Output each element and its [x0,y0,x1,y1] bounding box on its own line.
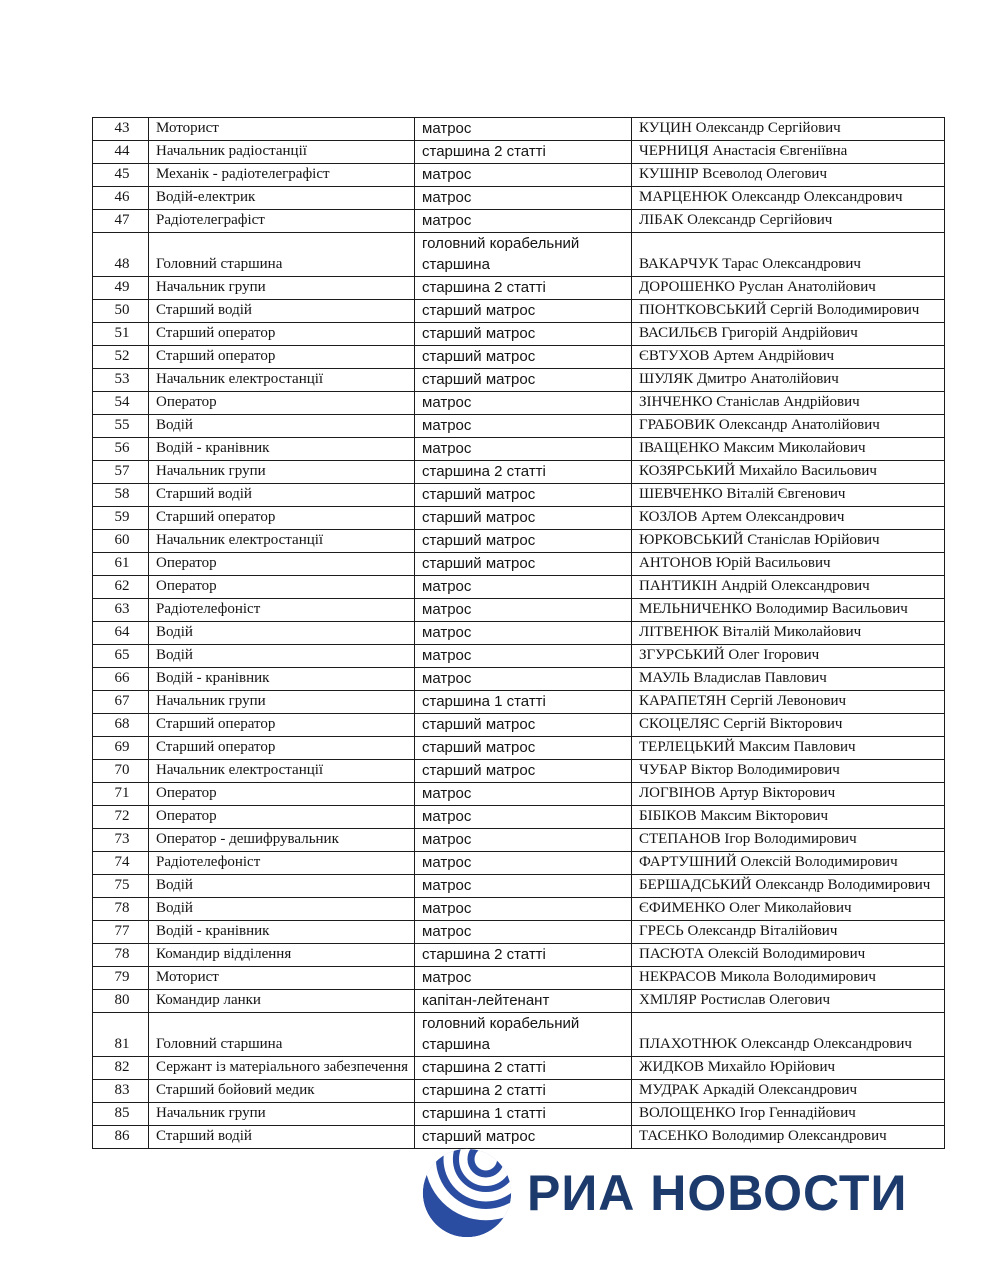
cell-name: ВАСИЛЬЄВ Григорій Андрійович [632,323,945,346]
cell-rank: старший матрос [415,346,632,369]
cell-position: Водій - кранівник [149,668,415,691]
cell-position: Старший водій [149,300,415,323]
cell-name: ЧУБАР Віктор Володимирович [632,760,945,783]
cell-name: КУЦИН Олександр Сергійович [632,118,945,141]
cell-rank: старший матрос [415,323,632,346]
cell-rank: матрос [415,829,632,852]
ria-novosti-logo [420,1146,907,1240]
cell-rank: матрос [415,599,632,622]
cell-number: 52 [93,346,149,369]
cell-number: 78 [93,944,149,967]
cell-name: ХМІЛЯР Ростислав Олегович [632,990,945,1013]
cell-rank: матрос [415,967,632,990]
table-row [93,898,945,921]
table-row [93,760,945,783]
cell-number: 57 [93,461,149,484]
table-row [93,806,945,829]
cell-name: ЖИДКОВ Михайло Юрійович [632,1057,945,1080]
table-row [93,852,945,875]
cell-name: ЛІБАК Олександр Сергійович [632,210,945,233]
cell-number: 82 [93,1057,149,1080]
table-row [93,737,945,760]
cell-rank: старшина 2 статті [415,1057,632,1080]
cell-number: 75 [93,875,149,898]
cell-position: Водій [149,898,415,921]
cell-number: 74 [93,852,149,875]
cell-rank: матрос [415,187,632,210]
cell-position: Старший водій [149,484,415,507]
cell-name: ЗІНЧЕНКО Станіслав Андрійович [632,392,945,415]
cell-name: ЄВТУХОВ Артем Андрійович [632,346,945,369]
cell-name: ЗГУРСЬКИЙ Олег Ігорович [632,645,945,668]
cell-number: 56 [93,438,149,461]
table-row [93,438,945,461]
table-row [93,187,945,210]
cell-position: Сержант із матеріального забезпечення [149,1057,415,1080]
cell-rank: капітан-лейтенант [415,990,632,1013]
cell-name: ШУЛЯК Дмитро Анатолійович [632,369,945,392]
cell-rank: старшина 1 статті [415,691,632,714]
cell-number: 86 [93,1126,149,1149]
cell-position: Старший оператор [149,737,415,760]
cell-position: Радіотелефоніст [149,599,415,622]
cell-name: ІВАЩЕНКО Максим Миколайович [632,438,945,461]
cell-name: ПЛАХОТНЮК Олександр Олександрович [632,1013,945,1057]
cell-number: 80 [93,990,149,1013]
cell-number: 77 [93,921,149,944]
cell-number: 59 [93,507,149,530]
personnel-table-body [93,118,945,1149]
cell-number: 58 [93,484,149,507]
cell-number: 67 [93,691,149,714]
table-row [93,553,945,576]
cell-name: КУШНІР Всеволод Олегович [632,164,945,187]
table-row [93,369,945,392]
cell-rank: старшина 2 статті [415,1080,632,1103]
table-row [93,392,945,415]
cell-position: Водій-електрик [149,187,415,210]
cell-position: Водій [149,622,415,645]
cell-rank: старший матрос [415,507,632,530]
cell-number: 71 [93,783,149,806]
cell-position: Водій - кранівник [149,921,415,944]
cell-number: 60 [93,530,149,553]
cell-name: КОЗЛОВ Артем Олександрович [632,507,945,530]
cell-rank: матрос [415,438,632,461]
table-row [93,645,945,668]
cell-position: Старший бойовий медик [149,1080,415,1103]
table-row [93,1103,945,1126]
cell-rank: старший матрос [415,369,632,392]
cell-name: ЮРКОВСЬКИЙ Станіслав Юрійович [632,530,945,553]
cell-position: Головний старшина [149,233,415,277]
table-row [93,990,945,1013]
cell-number: 66 [93,668,149,691]
table-row [93,1057,945,1080]
cell-name: ШЕВЧЕНКО Віталій Євгенович [632,484,945,507]
cell-name: СТЕПАНОВ Ігор Володимирович [632,829,945,852]
cell-name: КОЗЯРСЬКИЙ Михайло Васильович [632,461,945,484]
cell-name: ПАСЮТА Олексій Володимирович [632,944,945,967]
cell-position: Оператор - дешифрувальник [149,829,415,852]
cell-name: ВОЛОЩЕНКО Ігор Геннадійович [632,1103,945,1126]
cell-position: Радіотелеграфіст [149,210,415,233]
cell-number: 70 [93,760,149,783]
cell-position: Командир відділення [149,944,415,967]
cell-number: 49 [93,277,149,300]
cell-position: Моторист [149,118,415,141]
cell-number: 47 [93,210,149,233]
cell-position: Старший водій [149,1126,415,1149]
cell-name: МЕЛЬНИЧЕНКО Володимир Васильович [632,599,945,622]
cell-name: ЧЕРНИЦЯ Анастасія Євгеніївна [632,141,945,164]
table-row [93,233,945,277]
table-row [93,1013,945,1057]
cell-position: Водій [149,415,415,438]
cell-number: 64 [93,622,149,645]
cell-number: 73 [93,829,149,852]
cell-rank: головний корабельний старшина [415,1013,632,1057]
cell-number: 79 [93,967,149,990]
cell-name: БІБІКОВ Максим Вікторович [632,806,945,829]
cell-position: Начальник групи [149,461,415,484]
table-row [93,415,945,438]
cell-number: 45 [93,164,149,187]
cell-number: 72 [93,806,149,829]
table-row [93,461,945,484]
cell-rank: матрос [415,852,632,875]
cell-position: Начальник групи [149,691,415,714]
cell-name: БЕРШАДСЬКИЙ Олександр Володимирович [632,875,945,898]
table-row [93,829,945,852]
cell-number: 46 [93,187,149,210]
cell-rank: старший матрос [415,553,632,576]
table-row [93,668,945,691]
cell-position: Начальник групи [149,1103,415,1126]
table-row [93,921,945,944]
cell-number: 85 [93,1103,149,1126]
table-row [93,346,945,369]
cell-number: 69 [93,737,149,760]
cell-rank: матрос [415,210,632,233]
cell-number: 44 [93,141,149,164]
table-row [93,714,945,737]
personnel-table [92,117,945,1149]
cell-rank: матрос [415,392,632,415]
cell-rank: матрос [415,118,632,141]
cell-number: 43 [93,118,149,141]
table-row [93,622,945,645]
ria-novosti-wordmark: РИА НОВОСТИ [527,1165,908,1221]
cell-number: 61 [93,553,149,576]
cell-name: ЛОГВІНОВ Артур Вікторович [632,783,945,806]
cell-number: 78 [93,898,149,921]
table-row [93,141,945,164]
cell-number: 55 [93,415,149,438]
cell-rank: матрос [415,622,632,645]
cell-position: Старший оператор [149,507,415,530]
table-row [93,277,945,300]
cell-name: КАРАПЕТЯН Сергій Левонович [632,691,945,714]
cell-rank: старший матрос [415,714,632,737]
cell-rank: старшина 2 статті [415,461,632,484]
cell-number: 68 [93,714,149,737]
cell-name: ТАСЕНКО Володимир Олександрович [632,1126,945,1149]
cell-rank: матрос [415,875,632,898]
table-row [93,691,945,714]
cell-name: ПІОНТКОВСЬКИЙ Сергій Володимирович [632,300,945,323]
cell-rank: матрос [415,645,632,668]
cell-position: Оператор [149,392,415,415]
cell-position: Начальник радіостанції [149,141,415,164]
table-row [93,599,945,622]
cell-rank: матрос [415,921,632,944]
cell-name: ПАНТИКІН Андрій Олександрович [632,576,945,599]
cell-rank: старший матрос [415,760,632,783]
cell-number: 65 [93,645,149,668]
cell-name: ТЕРЛЕЦЬКИЙ Максим Павлович [632,737,945,760]
cell-name: ФАРТУШНИЙ Олексій Володимирович [632,852,945,875]
cell-position: Старший оператор [149,346,415,369]
table-row [93,783,945,806]
cell-rank: матрос [415,576,632,599]
table-row [93,323,945,346]
table-row [93,484,945,507]
cell-position: Начальник електростанції [149,369,415,392]
table-row [93,300,945,323]
cell-name: МАУЛЬ Владислав Павлович [632,668,945,691]
cell-rank: матрос [415,806,632,829]
cell-rank: старший матрос [415,1126,632,1149]
cell-name: ГРЕСЬ Олександр Віталійович [632,921,945,944]
cell-name: ЄФИМЕНКО Олег Миколайович [632,898,945,921]
cell-position: Начальник електростанції [149,760,415,783]
table-row [93,507,945,530]
cell-rank: старшина 2 статті [415,944,632,967]
cell-name: АНТОНОВ Юрій Васильович [632,553,945,576]
table-row [93,875,945,898]
cell-rank: матрос [415,783,632,806]
cell-rank: старшина 2 статті [415,277,632,300]
cell-rank: матрос [415,164,632,187]
table-row [93,210,945,233]
table-row [93,967,945,990]
table-row [93,530,945,553]
cell-name: МУДРАК Аркадій Олександрович [632,1080,945,1103]
cell-position: Начальник групи [149,277,415,300]
cell-name: МАРЦЕНЮК Олександр Олександрович [632,187,945,210]
cell-name: НЕКРАСОВ Микола Володимирович [632,967,945,990]
cell-rank: старшина 1 статті [415,1103,632,1126]
cell-name: ГРАБОВИК Олександр Анатолійович [632,415,945,438]
table-row [93,118,945,141]
cell-number: 53 [93,369,149,392]
cell-rank: матрос [415,898,632,921]
cell-position: Командир ланки [149,990,415,1013]
cell-number: 83 [93,1080,149,1103]
cell-rank: старший матрос [415,484,632,507]
cell-number: 54 [93,392,149,415]
cell-number: 48 [93,233,149,277]
cell-number: 51 [93,323,149,346]
cell-position: Моторист [149,967,415,990]
cell-rank: старший матрос [415,737,632,760]
cell-number: 62 [93,576,149,599]
cell-position: Начальник електростанції [149,530,415,553]
cell-rank: матрос [415,415,632,438]
cell-rank: старший матрос [415,300,632,323]
cell-position: Головний старшина [149,1013,415,1057]
globe-icon [420,1146,514,1240]
cell-rank: матрос [415,668,632,691]
table-row [93,944,945,967]
cell-number: 63 [93,599,149,622]
cell-name: ВАКАРЧУК Тарас Олександрович [632,233,945,277]
cell-position: Оператор [149,783,415,806]
cell-number: 50 [93,300,149,323]
table-row [93,164,945,187]
cell-position: Оператор [149,553,415,576]
cell-position: Оператор [149,576,415,599]
cell-rank: головний корабельний старшина [415,233,632,277]
cell-position: Водій [149,875,415,898]
cell-position: Механік - радіотелеграфіст [149,164,415,187]
cell-position: Старший оператор [149,714,415,737]
cell-position: Радіотелефоніст [149,852,415,875]
table-row [93,1080,945,1103]
cell-position: Старший оператор [149,323,415,346]
cell-position: Оператор [149,806,415,829]
cell-position: Водій - кранівник [149,438,415,461]
cell-position: Водій [149,645,415,668]
cell-name: СКОЦЕЛЯС Сергій Вікторович [632,714,945,737]
table-row [93,576,945,599]
cell-rank: старшина 2 статті [415,141,632,164]
cell-name: ЛІТВЕНЮК Віталій Миколайович [632,622,945,645]
cell-name: ДОРОШЕНКО Руслан Анатолійович [632,277,945,300]
cell-number: 81 [93,1013,149,1057]
cell-rank: старший матрос [415,530,632,553]
